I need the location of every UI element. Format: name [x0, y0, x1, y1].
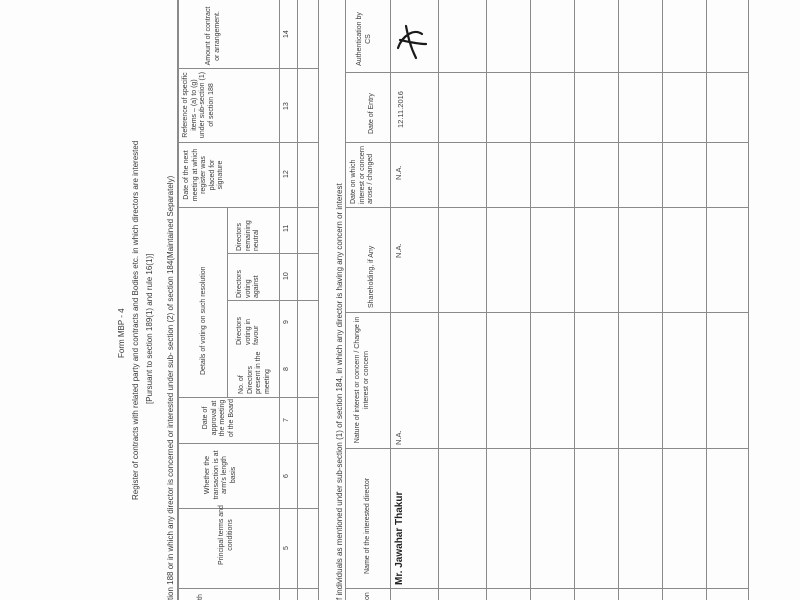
form-pursuant-note: [Pursuant to section 189(1) and rule 16(1)] — [145, 253, 154, 404]
col-number-12: 12 — [283, 170, 290, 178]
voting-group-header: Details of voting on such resolution — [200, 266, 207, 375]
col-principal-terms: Principal terms and conditions — [218, 505, 234, 565]
col-number-6: 6 — [283, 474, 290, 478]
date-entry-value: 12.11.2016 — [396, 91, 405, 128]
form-title: Register of contracts with related party and contracts and Bodies etc. in which directors are interested — [131, 140, 140, 500]
col-number-5: 5 — [283, 546, 290, 550]
col-date-approval: Date of approval at the meeting of the Board — [202, 398, 235, 438]
col-number-14: 14 — [283, 30, 290, 38]
interested-director-name: Mr. Jawahar Thakur — [394, 491, 405, 585]
col-date-arose: Date on which interest or concern arose / changed — [350, 146, 374, 204]
col-partial-first: th — [197, 594, 204, 600]
cs-signature-icon — [392, 18, 432, 64]
col-number-13: 13 — [283, 102, 290, 110]
date-arose-value: N.A. — [394, 165, 403, 180]
col-partial-first-b: on — [364, 592, 371, 600]
col-amount-contract: Amount of contract or arrangement. — [205, 6, 221, 66]
col-authentication: Authentication by CS — [356, 12, 372, 66]
col-remaining-neutral: Directors remaining neutral — [236, 220, 260, 251]
col-next-meeting: Date of the next meeting at which register was placed for signature — [183, 148, 224, 202]
col-voting-against: Directors voting against — [236, 269, 260, 298]
col-number-8: 8 — [283, 367, 290, 371]
col-date-entry: Date of Entry — [368, 93, 375, 134]
shareholding-value: N.A. — [394, 243, 403, 258]
col-directors-present: No. of Directors present in the meeting — [238, 351, 271, 394]
col-voting-favour: Directors voting in favour — [236, 316, 260, 345]
part-a-heading: tion 188 or in which any director is concerned or interested under sub- section (2) of section 184(Maintained Separately) — [166, 175, 175, 600]
col-nature-interest: Nature of interest or concern / Change in interest or concern — [354, 316, 370, 444]
col-interested-director: Name of the interested director — [364, 477, 371, 574]
col-number-10: 10 — [283, 272, 290, 280]
col-shareholding: Shareholding, if Any — [368, 245, 375, 308]
col-number-11: 11 — [283, 224, 290, 232]
col-number-7: 7 — [283, 418, 290, 422]
col-number-9: 9 — [283, 320, 290, 324]
form-number: Form MBP - 4 — [117, 308, 126, 358]
nature-interest-value: N.A. — [394, 430, 403, 445]
part-b-heading: f individuals as mentioned under sub-section (1) of section 184, in which any director is having any concern or interest — [335, 183, 344, 600]
col-reference-items: Reference of specific items – (a) to (g) under sub-section (1) of section 188 — [182, 71, 215, 139]
col-arms-length: Whether the transaction is at arm's length basis — [204, 450, 237, 500]
